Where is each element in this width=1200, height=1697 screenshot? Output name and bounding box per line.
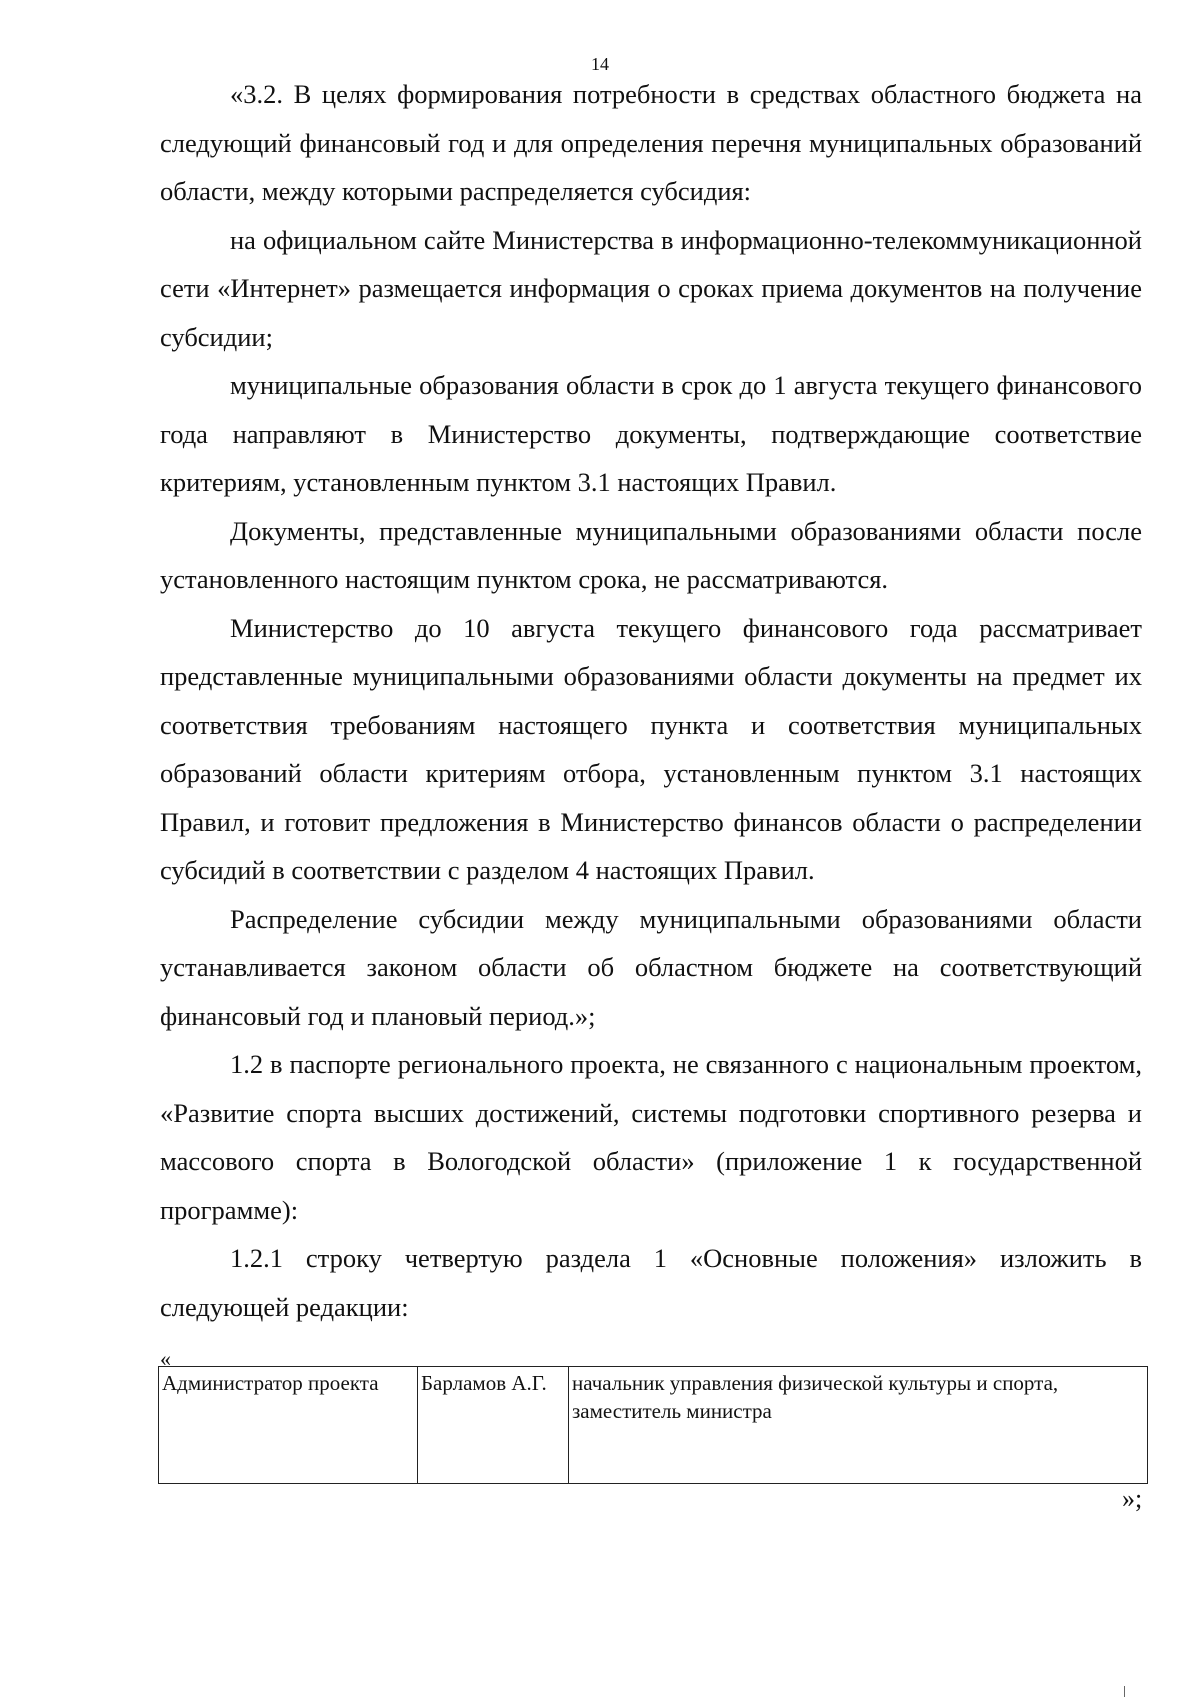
paragraph-distribution: Распределение субсидии между муниципальными образованиями области устанавливается законом области об областном бюджете на соответствующий финансовый год и плановый период.»; — [160, 903, 1142, 1031]
role-cell: Администратор проекта — [159, 1367, 418, 1484]
name-cell: Барламов А.Г. — [418, 1367, 569, 1484]
document-body — [160, 70, 1142, 1331]
closing-quote: »; — [1122, 1484, 1143, 1513]
paragraph-1-2-1: 1.2.1 строку четвертую раздела 1 «Основные положения» изложить в следующей редакции: — [160, 1243, 1142, 1322]
opening-quote: « — [160, 1346, 171, 1371]
project-admin-table — [158, 1366, 1148, 1484]
paragraph-3-2: «3.2. В целях формирования потребности в средствах областного бюджета на следующий финансовый год и для определения перечня муниципальных образований области, между которыми распределяется субсидия: — [160, 79, 1142, 206]
paragraph-official-site: на официальном сайте Министерства в информационно-телекоммуникационной сети «Интернет» размещается информация о сроках приема документов на получение субсидии; — [160, 224, 1142, 352]
paragraph-ministry-review: Министерство до 10 августа текущего финансового года рассматривает представленные муниципальными образованиями области документы на предмет их соответствия требованиям настоящего пункта и соответствия муниципальных образований области критериям отбора, установленным пунктом 3.1 настоящих Правил, и готовит предложения в Министерство финансов области о распределении субсидий в соответствии с разделом 4 настоящих Правил. — [160, 612, 1142, 885]
paragraph-late-documents: Документы, представленные муниципальными образованиями области после установленного настоящим пунктом срока, не рассматриваются. — [160, 515, 1142, 594]
scan-edge-mark — [1124, 1686, 1125, 1697]
page-number: 14 — [591, 54, 609, 74]
table-row — [159, 1367, 1148, 1484]
position-cell: начальник управления физической культуры и спорта, заместитель министра — [569, 1367, 1148, 1484]
paragraph-1-2: 1.2 в паспорте регионального проекта, не связанного с национальным проектом, «Развитие спорта высших достижений, системы подготовки спортивного резерва и массового спорта в Вологодской области» (приложение 1 к государственной программе): — [160, 1049, 1142, 1225]
paragraph-municipal-deadline: муниципальные образования области в срок до 1 августа текущего финансового года направляют в Министерство документы, подтверждающие соответствие критериям, установленным пунктом 3.1 настоящих Правил. — [160, 370, 1142, 497]
